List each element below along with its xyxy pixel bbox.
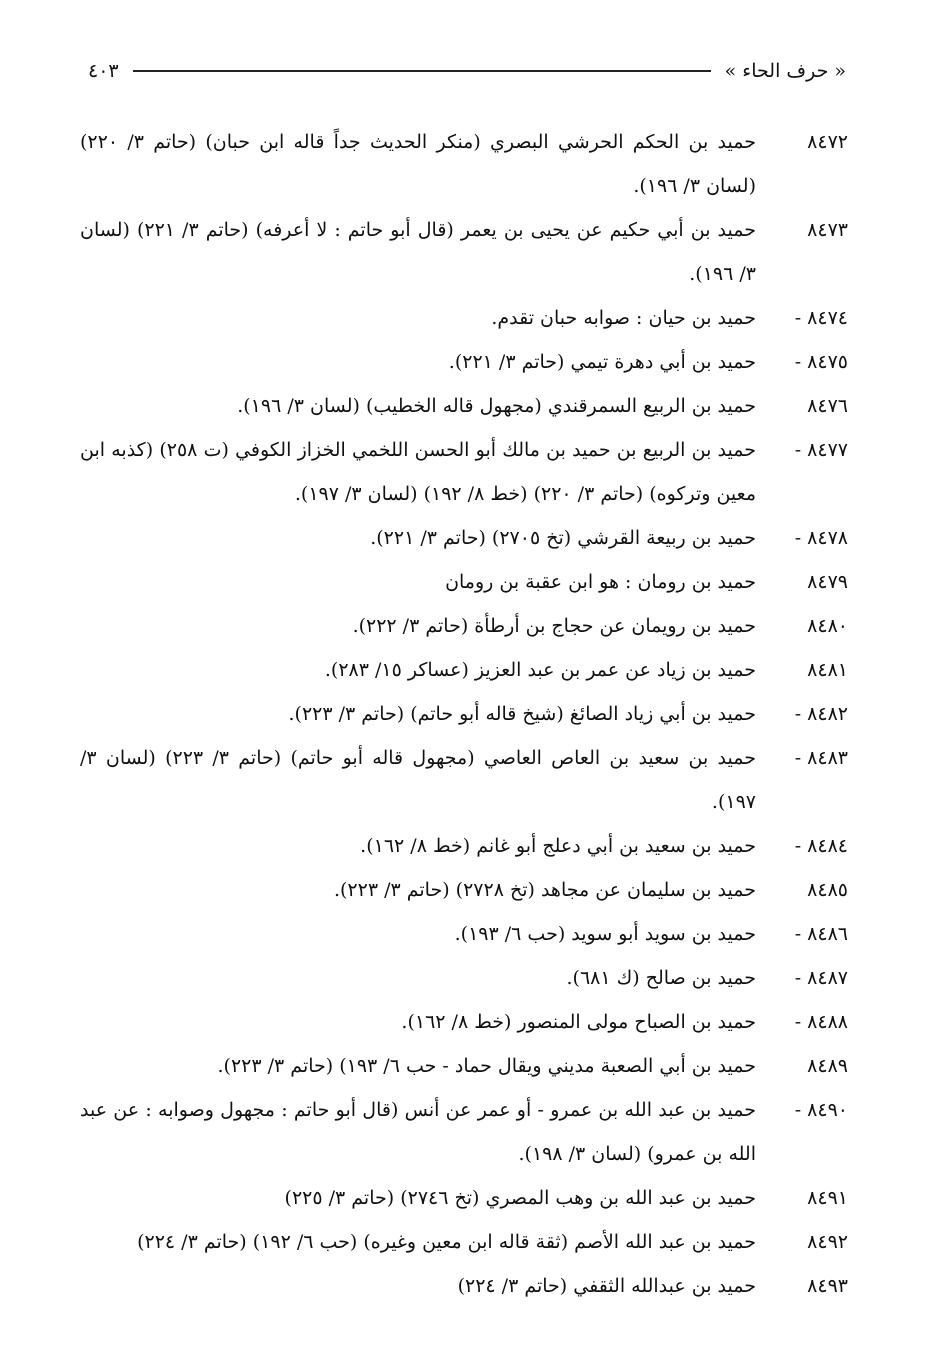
entry-number: ٨٤٧٨ [807, 527, 848, 549]
entry-number-cell [756, 296, 848, 340]
entry-text: حميد بن أبي الصعبة مديني ويقال حماد - حب ٦/ ١٩٣) (حاتم ٣/ ٢٢٣). [217, 1055, 756, 1077]
entry-text: حميد بن رومان : هو ابن عقبة بن رومان [445, 571, 756, 593]
entry-row [80, 384, 848, 428]
entry-dash: - [794, 307, 802, 329]
entry-text: حميد بن عبدالله الثقفي (حاتم ٣/ ٢٢٤) [457, 1275, 756, 1297]
entry-text: حميد بن الصباح مولى المنصور (خط ٨/ ١٦٢). [401, 1011, 756, 1033]
entry-row [80, 1088, 848, 1176]
entry-row [80, 604, 848, 648]
entry-number: ٨٤٩٣ [807, 1275, 848, 1297]
entry-text: حميد بن سعيد بن أبي دعلج أبو غانم (خط ٨/ ١٦٢). [360, 835, 756, 857]
entry-text: حميد بن سويد أبو سويد (حب ٦/ ١٩٣). [454, 923, 756, 945]
entry-number-cell [756, 1176, 848, 1220]
entry-text: حميد بن زياد عن عمر بن عبد العزيز (عساكر ١٥/ ٢٨٣). [324, 659, 756, 681]
header-rule [133, 70, 711, 72]
entry-row [80, 1000, 848, 1044]
entry-number-cell [756, 1264, 848, 1308]
entry-dash: - [794, 703, 802, 725]
entry-text: حميد بن رويمان عن حجاج بن أرطأة (حاتم ٣/ ٢٢٢). [352, 615, 756, 637]
entry-row [80, 340, 848, 384]
entry-row [80, 296, 848, 340]
entry-row [80, 912, 848, 956]
entry-text: حميد بن حيان : صوابه حبان تقدم. [491, 307, 756, 329]
entry-number-cell [756, 824, 848, 868]
entry-number: ٨٤٩١ [807, 1187, 848, 1209]
entry-number: ٨٤٨٣ [807, 747, 848, 769]
entry-number: ٨٤٨٥ [807, 879, 848, 901]
entry-number-cell [756, 1220, 848, 1264]
entry-dash: - [794, 923, 802, 945]
entry-row [80, 824, 848, 868]
entry-number-cell [756, 648, 848, 692]
entry-number: ٨٤٨٢ [807, 703, 848, 725]
entry-number: ٨٤٧٣ [807, 219, 848, 241]
entry-row [80, 208, 848, 296]
entry-row [80, 868, 848, 912]
entry-number: ٨٤٧٤ [807, 307, 848, 329]
entry-text: حميد بن سليمان عن مجاهد (تخ ٢٧٢٨) (حاتم ٣/ ٢٢٣). [333, 879, 756, 901]
entry-row [80, 1264, 848, 1308]
entry-number-cell [756, 560, 848, 604]
section-title: « حرف الحاء » [724, 60, 846, 82]
entry-number: ٨٤٨٠ [807, 615, 848, 637]
entry-number-cell [756, 1000, 848, 1044]
entry-number: ٨٤٧٢ [807, 131, 848, 153]
entry-text: حميد بن عبد الله بن عمرو - أو عمر عن أنس (قال أبو حاتم : مجهول وصوابه : عن عبد الله بن عمرو) (لسان ٣/ ١٩٨). [80, 1099, 756, 1165]
entry-number-cell [756, 736, 848, 824]
entry-row [80, 956, 848, 1000]
entry-text: حميد بن الربيع بن حميد بن مالك أبو الحسن اللخمي الخزاز الكوفي (ت ٢٥٨) (كذبه ابن معين وتركوه) (حاتم ٣/ ٢٢٠) (خط ٨/ ١٩٢) (لسان ٣/ ١٩٧). [80, 439, 756, 505]
entry-number-cell [756, 1044, 848, 1088]
entry-row [80, 1220, 848, 1264]
entry-row [80, 1176, 848, 1220]
entry-number: ٨٤٧٩ [807, 571, 848, 593]
entry-dash: - [794, 1099, 802, 1121]
page-header [88, 56, 846, 86]
entry-number: ٨٤٧٥ [807, 351, 848, 373]
entry-text: حميد بن عبد الله بن وهب المصري (تخ ٢٧٤٦) (حاتم ٣/ ٢٢٥) [284, 1187, 756, 1209]
entry-number: ٨٤٨٧ [807, 967, 848, 989]
entry-list [80, 120, 848, 1308]
entry-text: حميد بن الربيع السمرقندي (مجهول قاله الخطيب) (لسان ٣/ ١٩٦). [237, 395, 756, 417]
entry-dash: - [794, 835, 802, 857]
entry-text: حميد بن أبي حكيم عن يحيى بن يعمر (قال أبو حاتم : لا أعرفه) (حاتم ٣/ ٢٢١) (لسان ٣/ ١٩٦). [80, 219, 756, 285]
entry-text: حميد بن الحكم الحرشي البصري (منكر الحديث جداً قاله ابن حبان) (حاتم ٣/ ٢٢٠) (لسان ٣/ ١٩٦). [80, 131, 756, 197]
entry-number-cell [756, 912, 848, 956]
entry-number: ٨٤٧٧ [807, 439, 848, 461]
entry-row [80, 692, 848, 736]
entry-number-cell [756, 120, 848, 208]
entry-number-cell [756, 956, 848, 1000]
entry-number-cell [756, 692, 848, 736]
entry-text: حميد بن ربيعة القرشي (تخ ٢٧٠٥) (حاتم ٣/ ٢٢١). [370, 527, 756, 549]
entry-text: حميد بن عبد الله الأصم (ثقة قاله ابن معين وغيره) (حب ٦/ ١٩٢) (حاتم ٣/ ٢٢٤) [137, 1231, 756, 1253]
entry-text: حميد بن صالح (ك ٦٨١). [566, 967, 756, 989]
entry-number-cell [756, 340, 848, 384]
entry-number-cell [756, 428, 848, 516]
entry-row [80, 560, 848, 604]
entry-text: حميد بن سعيد بن العاص العاصي (مجهول قاله أبو حاتم) (حاتم ٣/ ٢٢٣) (لسان ٣/ ١٩٧). [80, 747, 756, 813]
entry-number-cell [756, 384, 848, 428]
entry-row [80, 516, 848, 560]
entry-row [80, 428, 848, 516]
entry-row [80, 736, 848, 824]
entry-row [80, 1044, 848, 1088]
entry-number-cell [756, 516, 848, 560]
entry-number: ٨٤٨٨ [807, 1011, 848, 1033]
entry-number: ٨٤٩٠ [807, 1099, 848, 1121]
entry-number-cell [756, 868, 848, 912]
entry-dash: - [794, 1011, 802, 1033]
entry-dash: - [794, 527, 802, 549]
entry-row [80, 120, 848, 208]
entry-number: ٨٤٨٤ [807, 835, 848, 857]
entry-number: ٨٤٨٦ [807, 923, 848, 945]
entry-number: ٨٤٨١ [807, 659, 848, 681]
entry-dash: - [794, 351, 802, 373]
entry-dash: - [794, 439, 802, 461]
entry-dash: - [794, 967, 802, 989]
entry-number-cell [756, 604, 848, 648]
entry-number: ٨٤٩٢ [807, 1231, 848, 1253]
page-number: ٤٠٣ [88, 60, 119, 82]
entry-number: ٨٤٧٦ [807, 395, 848, 417]
entry-number-cell [756, 1088, 848, 1176]
entry-dash: - [794, 747, 802, 769]
entry-text: حميد بن أبي زياد الصائغ (شيخ قاله أبو حاتم) (حاتم ٣/ ٢٢٣). [288, 703, 756, 725]
entry-text: حميد بن أبي دهرة تيمي (حاتم ٣/ ٢٢١). [448, 351, 756, 373]
entry-row [80, 648, 848, 692]
entry-number: ٨٤٨٩ [807, 1055, 848, 1077]
entry-number-cell [756, 208, 848, 296]
